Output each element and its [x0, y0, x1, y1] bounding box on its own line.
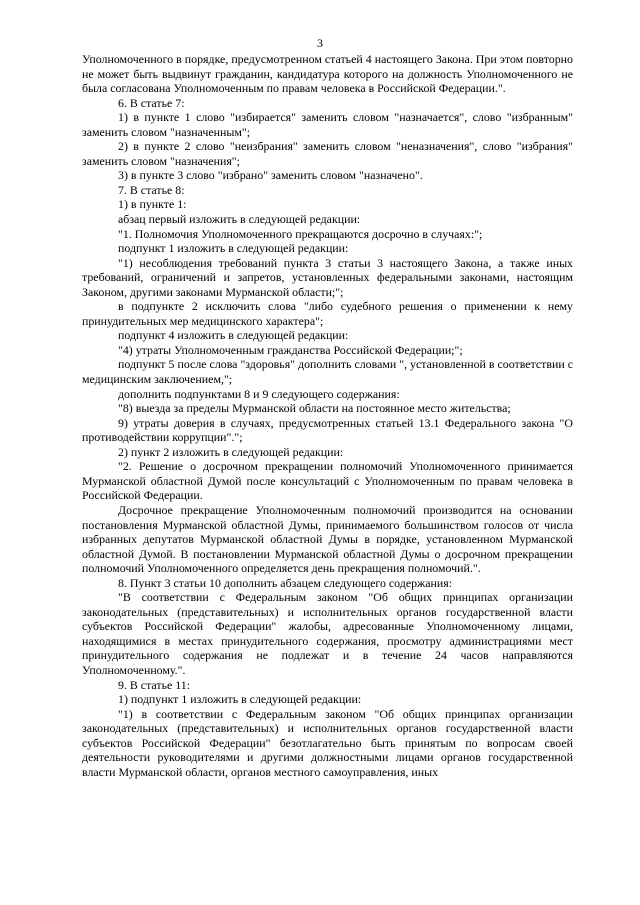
paragraph: "1) несоблюдения требований пункта 3 статьи 3 настоящего Закона, а также иных требований, ограничений и запретов, установленных федеральными законами, настоящим Законом, другими законами Мурманской области;"; [82, 255, 573, 299]
paragraph: 1) подпункт 1 изложить в следующей редакции: [118, 692, 362, 707]
paragraph: "2. Решение о досрочном прекращении полномочий Уполномоченного принимается Мурманской областной Думой после консультаций с Уполномоченным по правам человека в Российской Федерации. [82, 459, 573, 503]
paragraph: 7. В статье 8: [118, 182, 185, 197]
paragraph: Досрочное прекращение Уполномоченным полномочий производится на основании постановления Мурманской областной Думы, принимаемого большинством голосов от числа избранных депутатов Мурманской областной Думы в порядке, установленном Мурманской областной Думой. В постановлении Мурманской областной Думы о досрочном прекращении полномочий Уполномоченного определяется день прекращения полномочий.". [82, 502, 573, 576]
paragraph: дополнить подпунктами 8 и 9 следующего содержания: [118, 386, 400, 401]
paragraph: 6. В статье 7: [118, 95, 185, 110]
document-body [82, 52, 573, 779]
paragraph: 2) в пункте 2 слово "неизбрания" заменить словом "неназначения", слово "избрания" заменить словом "назначения"; [82, 139, 573, 168]
paragraph: в подпункте 2 исключить слова "либо судебного решения о применении к нему принудительных мер медицинского характера"; [82, 299, 573, 328]
paragraph: "8) выезда за пределы Мурманской области на постоянное место жительства; [118, 401, 511, 416]
paragraph: подпункт 5 после слова "здоровья" дополнить словами ", установленной в соответствии с медицинским заключением,"; [82, 357, 573, 387]
paragraph: 1) в пункте 1 слово "избирается" заменить словом "назначается", слово "избранным" заменить словом "назначенным"; [82, 110, 573, 139]
paragraph: "В соответствии с Федеральным законом "Об общих принципах организации законодательных (представительных) и исполнительных органов государственной власти субъектов Российской Федерации" жалобы, адресованные Уполномоченному лицами, находящимися в местах принудительного содержания, просмотру администрациями мест принудительного содержания не подлежат и в течение 24 часов направляются Уполномоченному.". [82, 590, 573, 677]
paragraph: 9) утраты доверия в случаях, предусмотренных статьей 13.1 Федерального закона "О противодействии коррупции"."; [82, 415, 573, 445]
paragraph: "4) утраты Уполномоченным гражданства Российской Федерации;"; [118, 342, 463, 357]
paragraph: подпункт 4 изложить в следующей редакции: [118, 328, 349, 343]
paragraph: "1. Полномочия Уполномоченного прекращаются досрочно в случаях:"; [118, 226, 483, 241]
paragraph: 3) в пункте 3 слово "избрано" заменить словом "назначено". [118, 168, 423, 183]
paragraph: 9. В статье 11: [118, 677, 191, 692]
page-number: 3 [317, 36, 323, 50]
paragraph: 8. Пункт 3 статьи 10 дополнить абзацем следующего содержания: [118, 575, 453, 590]
paragraph: Уполномоченного в порядке, предусмотренном статьей 4 настоящего Закона. При этом повторно не может быть выдвинут гражданин, кандидатура которого на должность Уполномоченного не была согласована Уполномоченным по правам человека в Российской Федерации.". [82, 52, 573, 96]
paragraph: подпункт 1 изложить в следующей редакции: [118, 241, 349, 256]
paragraph: "1) в соответствии с Федеральным законом "Об общих принципах организации законодательных (представительных) и исполнительных органов государственной власти субъектов Российской Федерации" безотлагательно быть принятым по вопросам своей деятельности руководителями и другими должностными лицами органов государственной власти Мурманской области, органов местного самоуправления, иных [82, 706, 573, 779]
paragraph: 2) пункт 2 изложить в следующей редакции: [118, 444, 344, 459]
paragraph: абзац первый изложить в следующей редакции: [118, 212, 361, 227]
paragraph: 1) в пункте 1: [118, 197, 187, 212]
